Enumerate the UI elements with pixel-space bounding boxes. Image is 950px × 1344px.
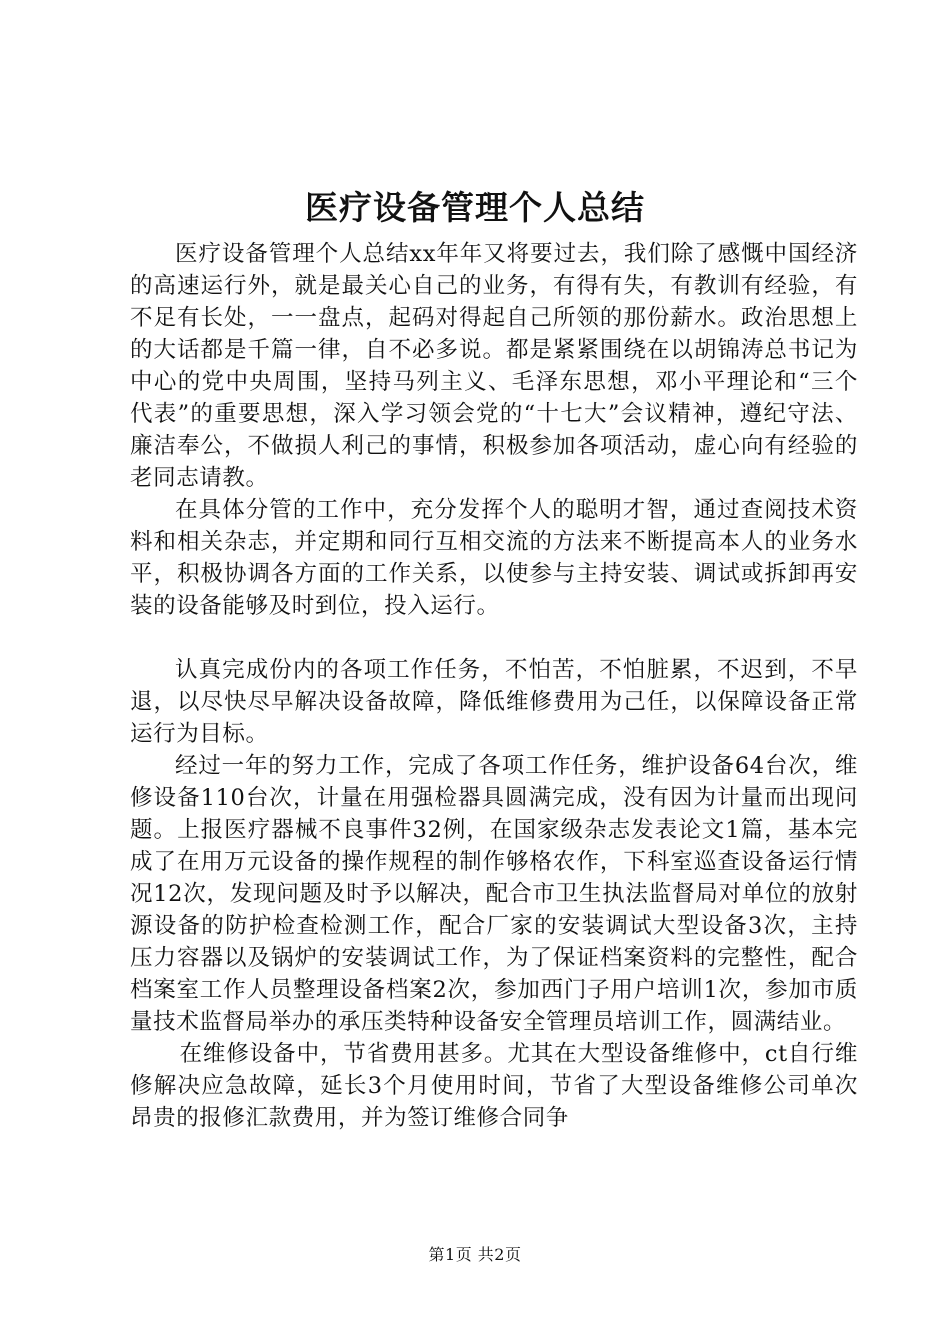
paragraph-intro: 医疗设备管理个人总结xx年年又将要过去，我们除了感慨中国经济的高速运行外，就是最关心自己的业务，有得有失，有教训有经验，有不足有长处，一一盘点，起码对得起自己所领的那份薪水。政治思想上的大话都是千篇一律，自不必多说。都是紧紧围绕在以胡锦涛总书记为中心的党中央周围，坚持马列主义、毛泽东思想，邓小平理论和“三个代表”的重要思想，深入学习领会党的“十七大”会议精神，遵纪守法、廉洁奉公，不做损人利己的事情，积极参加各项活动，虚心向有经验的老同志请教。: [130, 241, 858, 491]
paragraph-work-duties: 在具体分管的工作中，充分发挥个人的聪明才智，通过查阅技术资料和相关杂志，并定期和同行互相交流的方法来不断提高本人的业务水平，积极协调各方面的工作关系，以使参与主持安装、调试或拆卸再安装的设备能够及时到位，投入运行。: [130, 497, 858, 619]
paragraph-work-attitude: 认真完成份内的各项工作任务，不怕苦，不怕脏累，不迟到，不早退，以尽快尽早解决设备故障，降低维修费用为己任，以保障设备正常运行为目标。: [130, 657, 858, 747]
document-body: [130, 238, 858, 1134]
document-title: 医疗设备管理个人总结: [305, 188, 645, 227]
paragraph-cost-savings: 在维修设备中，节省费用甚多。尤其在大型设备维修中，ct自行维修解决应急故障，延长3个月使用时间，节省了大型设备维修公司单次昂贵的报修汇款费用，并为签订维修合同争: [130, 1041, 858, 1131]
page-number: 第1页 共2页: [428, 1245, 522, 1264]
paragraph-achievements: 经过一年的努力工作，完成了各项工作任务，维护设备64台次，维修设备110台次，计量在用强检器具圆满完成，没有因为计量而出现问题。上报医疗器械不良事件32例，在国家级杂志发表论文1篇，基本完成了在用万元设备的操作规程的制作够格农作，下科室巡查设备运行情况12次，发现问题及时予以解决，配合市卫生执法监督局对单位的放射源设备的防护检查检测工作，配合厂家的安装调试大型设备3次，主持压力容器以及锅炉的安装调试工作，为了保证档案资料的完整性，配合档案室工作人员整理设备档案2次，参加西门子用户培训1次，参加市质量技术监督局举办的承压类特种设备安全管理员培训工作，圆满结业。: [130, 753, 858, 1035]
